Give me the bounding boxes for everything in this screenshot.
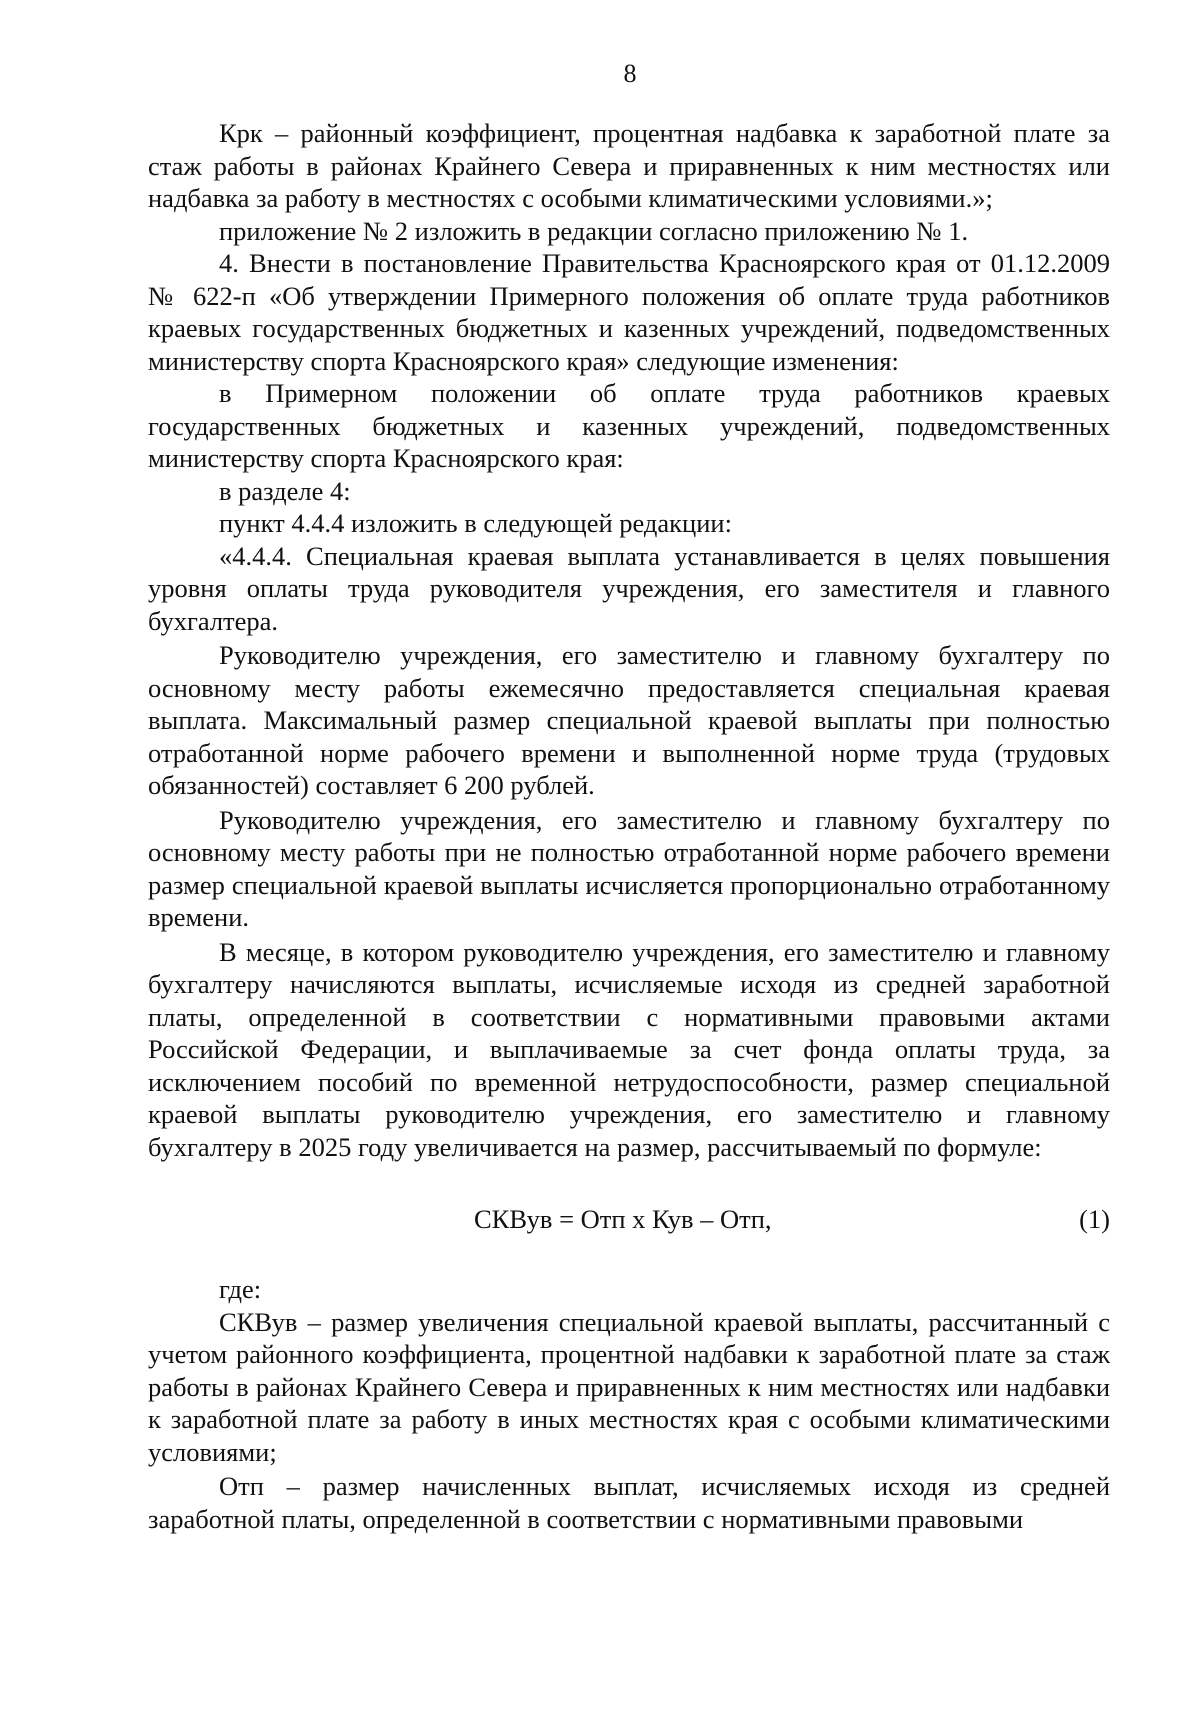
paragraph-where: где:: [219, 1274, 262, 1304]
paragraph-section-4: в разделе 4:: [219, 475, 351, 506]
paragraph-krk-definition: Крк – районный коэффициент, процентная надбавка к заработной плате за стаж работы в районах Крайнего Севера и приравненных к ним местностях или надбавка за работу в местностях с особыми климатическими условиями.»;: [148, 118, 1110, 213]
paragraph-proportional-payment: Руководителю учреждения, его заместителю и главному бухгалтеру по основному месту работы при не полностью отработанной норме рабочего времени размер специальной краевой выплаты исчисляется пропорционально отработанному времени.: [148, 804, 1110, 932]
formula-skvuv: СКВув = Отп х Кув – Отп,: [474, 1204, 772, 1234]
paragraph-item-4: 4. Внести в постановление Правительства Красноярского края от 01.12.2009 № 622-п «Об утверждении Примерного положения об оплате труда работников краевых государственных бюджетных и казенных учреждений, подведомственных министерству спорта Красноярского края» следующие изменения:: [148, 248, 1110, 376]
paragraph-model-regulation: в Примерном положении об оплате труда работников краевых государственных бюджетных и казенных учреждений, подведомственных министерству спорта Красноярского края:: [148, 378, 1110, 473]
paragraph-max-payment: Руководителю учреждения, его заместителю и главному бухгалтеру по основному месту работы ежемесячно предоставляется специальная краевая выплата. Максимальный размер специальной краевой выплаты при полностью отработанной норме рабочего времени и выполненной норме труда (трудовых обязанностей) составляет 6 200 рублей.: [148, 640, 1110, 800]
paragraph-increase-2025: В месяце, в котором руководителю учреждения, его заместителю и главному бухгалтеру начисляются выплаты, исчисляемые исходя из средней заработной платы, определенной в соответствии с нормативными правовыми актами Российской Федерации, и выплачиваемые за счет фонда оплаты труда, за исключением пособий по временной нетрудоспособности, размер специальной краевой выплаты руководителю учреждения, его заместителю и главному бухгалтеру в 2025 году увеличивается на размер, рассчитываемый по формуле:: [148, 936, 1110, 1162]
paragraph-special-payment-purpose: «4.4.4. Специальная краевая выплата устанавливается в целях повышения уровня оплаты труда руководителя учреждения, его заместителя и главного бухгалтера.: [148, 540, 1110, 636]
formula-number: (1): [1079, 1204, 1110, 1234]
paragraph-clause-4-4-4: пункт 4.4.4 изложить в следующей редакции:: [219, 508, 732, 538]
document-body: [148, 117, 1110, 1535]
page-number: 8: [623, 59, 637, 88]
formula-row: [148, 1203, 1110, 1235]
paragraph-otp-definition: Отп – размер начисленных выплат, исчисляемых исходя из средней заработной платы, определенной в соответствии с нормативными правовыми: [148, 1471, 1110, 1534]
paragraph-appendix-2: приложение № 2 изложить в редакции согласно приложению № 1.: [219, 215, 969, 246]
paragraph-skvuv-definition: СКВув – размер увеличения специальной краевой выплаты, рассчитанный с учетом районного коэффициента, процентной надбавки к заработной плате за стаж работы в районах Крайнего Севера и приравненных к ним местностях или надбавки к заработной плате за работу в иных местностях края с особыми климатическими условиями;: [148, 1306, 1110, 1467]
